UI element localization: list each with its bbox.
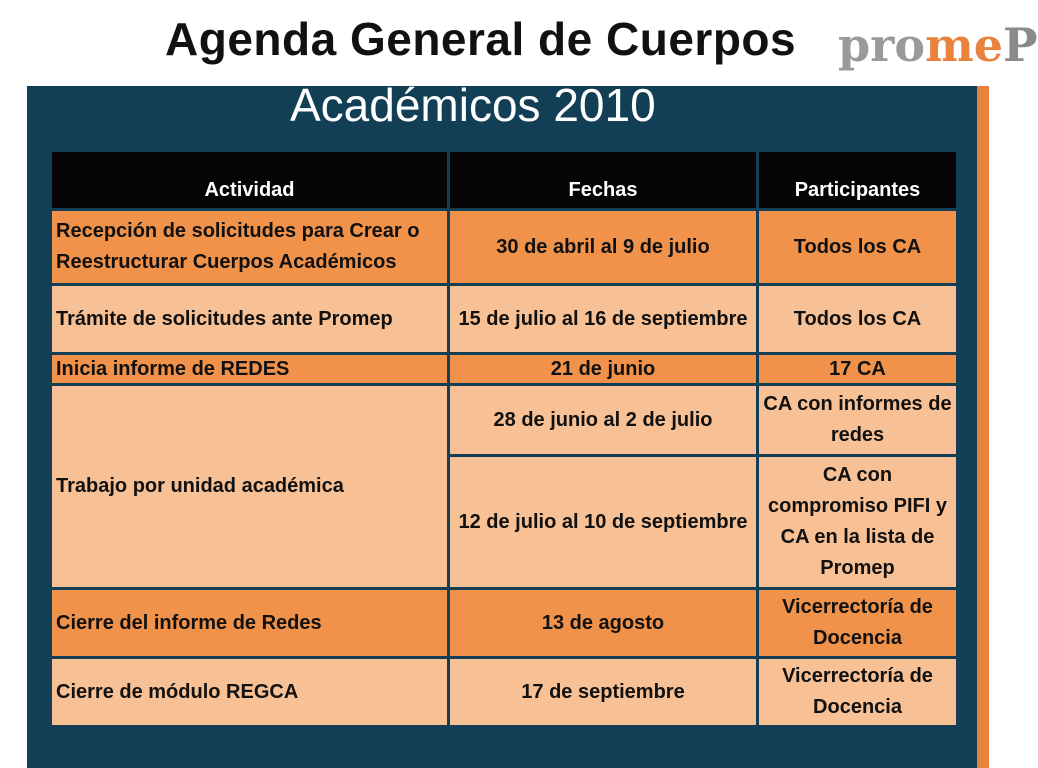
header-participantes: Participantes: [759, 152, 956, 208]
page-title-line2: Académicos 2010: [290, 79, 656, 131]
cell-actividad: Inicia informe de REDES: [52, 355, 447, 383]
cell-fechas: 21 de junio: [450, 355, 756, 383]
cell-fechas: 15 de julio al 16 de septiembre: [450, 286, 756, 352]
cell-participantes: Vicerrectoría de Docencia: [759, 659, 956, 725]
promep-logo: [838, 18, 1038, 78]
logo-me: me: [925, 18, 1004, 72]
header-actividad: Actividad: [52, 152, 447, 208]
table-row: [52, 590, 956, 656]
cell-fechas: 28 de junio al 2 de julio: [450, 386, 756, 454]
cell-fechas: 12 de julio al 10 de septiembre: [450, 457, 756, 587]
logo-p: P: [1003, 18, 1038, 72]
cell-participantes: Todos los CA: [759, 286, 956, 352]
header-fechas: Fechas: [450, 152, 756, 208]
cell-participantes: CA con informes de redes: [759, 386, 956, 454]
cell-actividad: Cierre de módulo REGCA: [52, 659, 447, 725]
accent-bar: [975, 86, 989, 768]
cell-fechas: 13 de agosto: [450, 590, 756, 656]
page-title-line1: Agenda General de Cuerpos: [165, 13, 797, 65]
cell-actividad: Trámite de solicitudes ante Promep: [52, 286, 447, 352]
cell-fechas: 30 de abril al 9 de julio: [450, 211, 756, 283]
cell-actividad: Trabajo por unidad académica: [52, 386, 447, 587]
table-row: [52, 286, 956, 352]
table-row: [52, 355, 956, 383]
cell-participantes: Vicerrectoría de Docencia: [759, 590, 956, 656]
table-row: [52, 211, 956, 283]
cell-fechas: 17 de septiembre: [450, 659, 756, 725]
cell-participantes: Todos los CA: [759, 211, 956, 283]
cell-actividad: Recepción de solicitudes para Crear o Reestructurar Cuerpos Académicos: [52, 211, 447, 283]
logo-pro: pro: [838, 18, 926, 72]
table-row: [52, 659, 956, 725]
cell-participantes: 17 CA: [759, 355, 956, 383]
agenda-table: [49, 149, 959, 728]
cell-actividad: Cierre del informe de Redes: [52, 590, 447, 656]
table-row: [52, 386, 956, 454]
cell-participantes: CA con compromiso PIFI y CA en la lista de Promep: [759, 457, 956, 587]
table-header-row: [52, 152, 956, 208]
